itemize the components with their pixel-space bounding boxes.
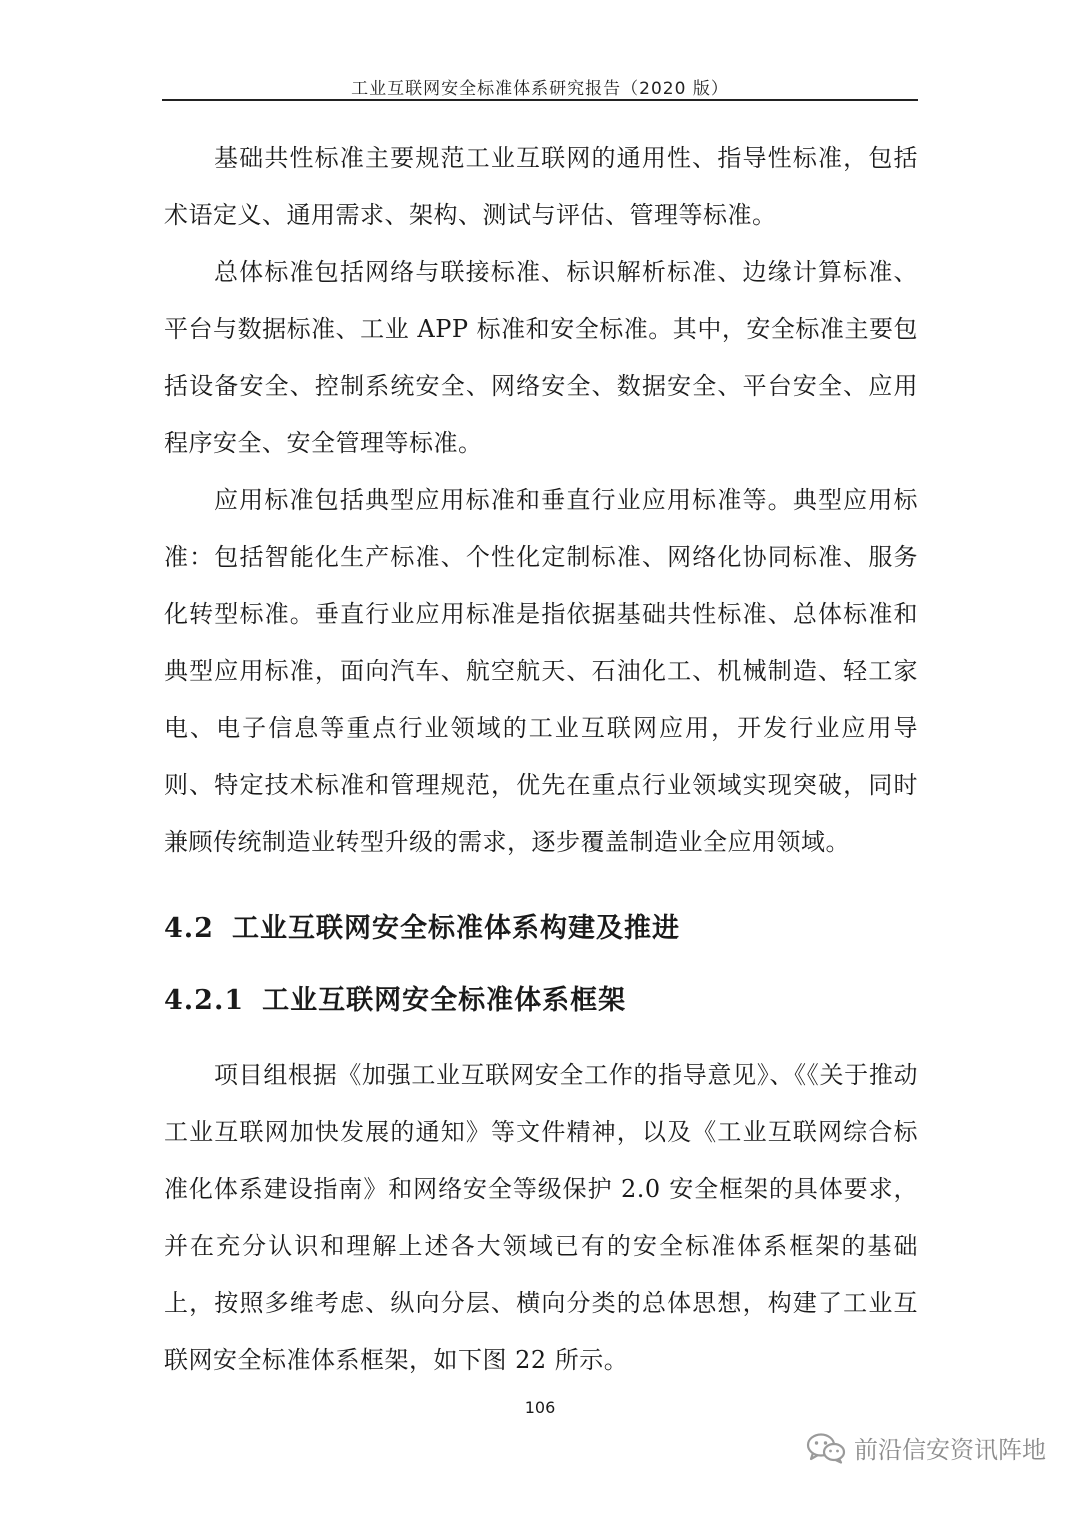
subsection-heading [164, 965, 918, 1037]
paragraph-application-standards: 应用标准包括典型应用标准和垂直行业应用标准等。典型应用标准：包括智能化生产标准、个性化定制标准、网络化协同标准、服务化转型标准。垂直行业应用标准是指依据基础共性标准、总体标准和典型应用标准，面向汽车、航空航天、石油化工、机械制造、轻工家电、电子信息等重点行业领域的工业互联网应用，开发行业应用导则、特定技术标准和管理规范，优先在重点行业领域实现突破，同时兼顾传统制造业转型升级的需求，逐步覆盖制造业全应用领域。 [164, 486, 918, 856]
page-body [164, 130, 918, 1389]
watermark [806, 1430, 1046, 1465]
running-header: 工业互联网安全标准体系研究报告（2020 版） [351, 79, 729, 99]
subsection-number: 4.2.1 [164, 985, 245, 1016]
wechat-icon [806, 1432, 846, 1464]
watermark-text: 前沿信安资讯阵地 [854, 1436, 1046, 1464]
section-title: 工业互联网安全标准体系构建及推进 [231, 913, 680, 944]
subsection-title: 工业互联网安全标准体系框架 [262, 985, 627, 1016]
section-heading [164, 893, 918, 965]
paragraph-overall-standards: 总体标准包括网络与联接标准、标识解析标准、边缘计算标准、平台与数据标准、工业 APP 标准和安全标准。其中，安全标准主要包括设备安全、控制系统安全、网络安全、数据安全、平台安全、应用程序安全、安全管理等标准。 [164, 258, 918, 457]
page-number: 106 [524, 1398, 556, 1417]
paragraph-basic-standards: 基础共性标准主要规范工业互联网的通用性、指导性标准，包括术语定义、通用需求、架构、测试与评估、管理等标准。 [164, 144, 918, 229]
section-number: 4.2 [164, 913, 214, 944]
header-divider [162, 99, 918, 101]
paragraph-framework: 项目组根据《加强工业互联网安全工作的指导意见》、《《关于推动工业互联网加快发展的通知》等文件精神，以及《工业互联网综合标准化体系建设指南》和网络安全等级保护 2.0 安全框架的具体要求，并在充分认识和理解上述各大领域已有的安全标准体系框架的基础上，按照多维考虑、纵向分层、横向分类的总体思想，构建了工业互联网安全标准体系框架，如下图 22 所示。 [164, 1061, 918, 1374]
